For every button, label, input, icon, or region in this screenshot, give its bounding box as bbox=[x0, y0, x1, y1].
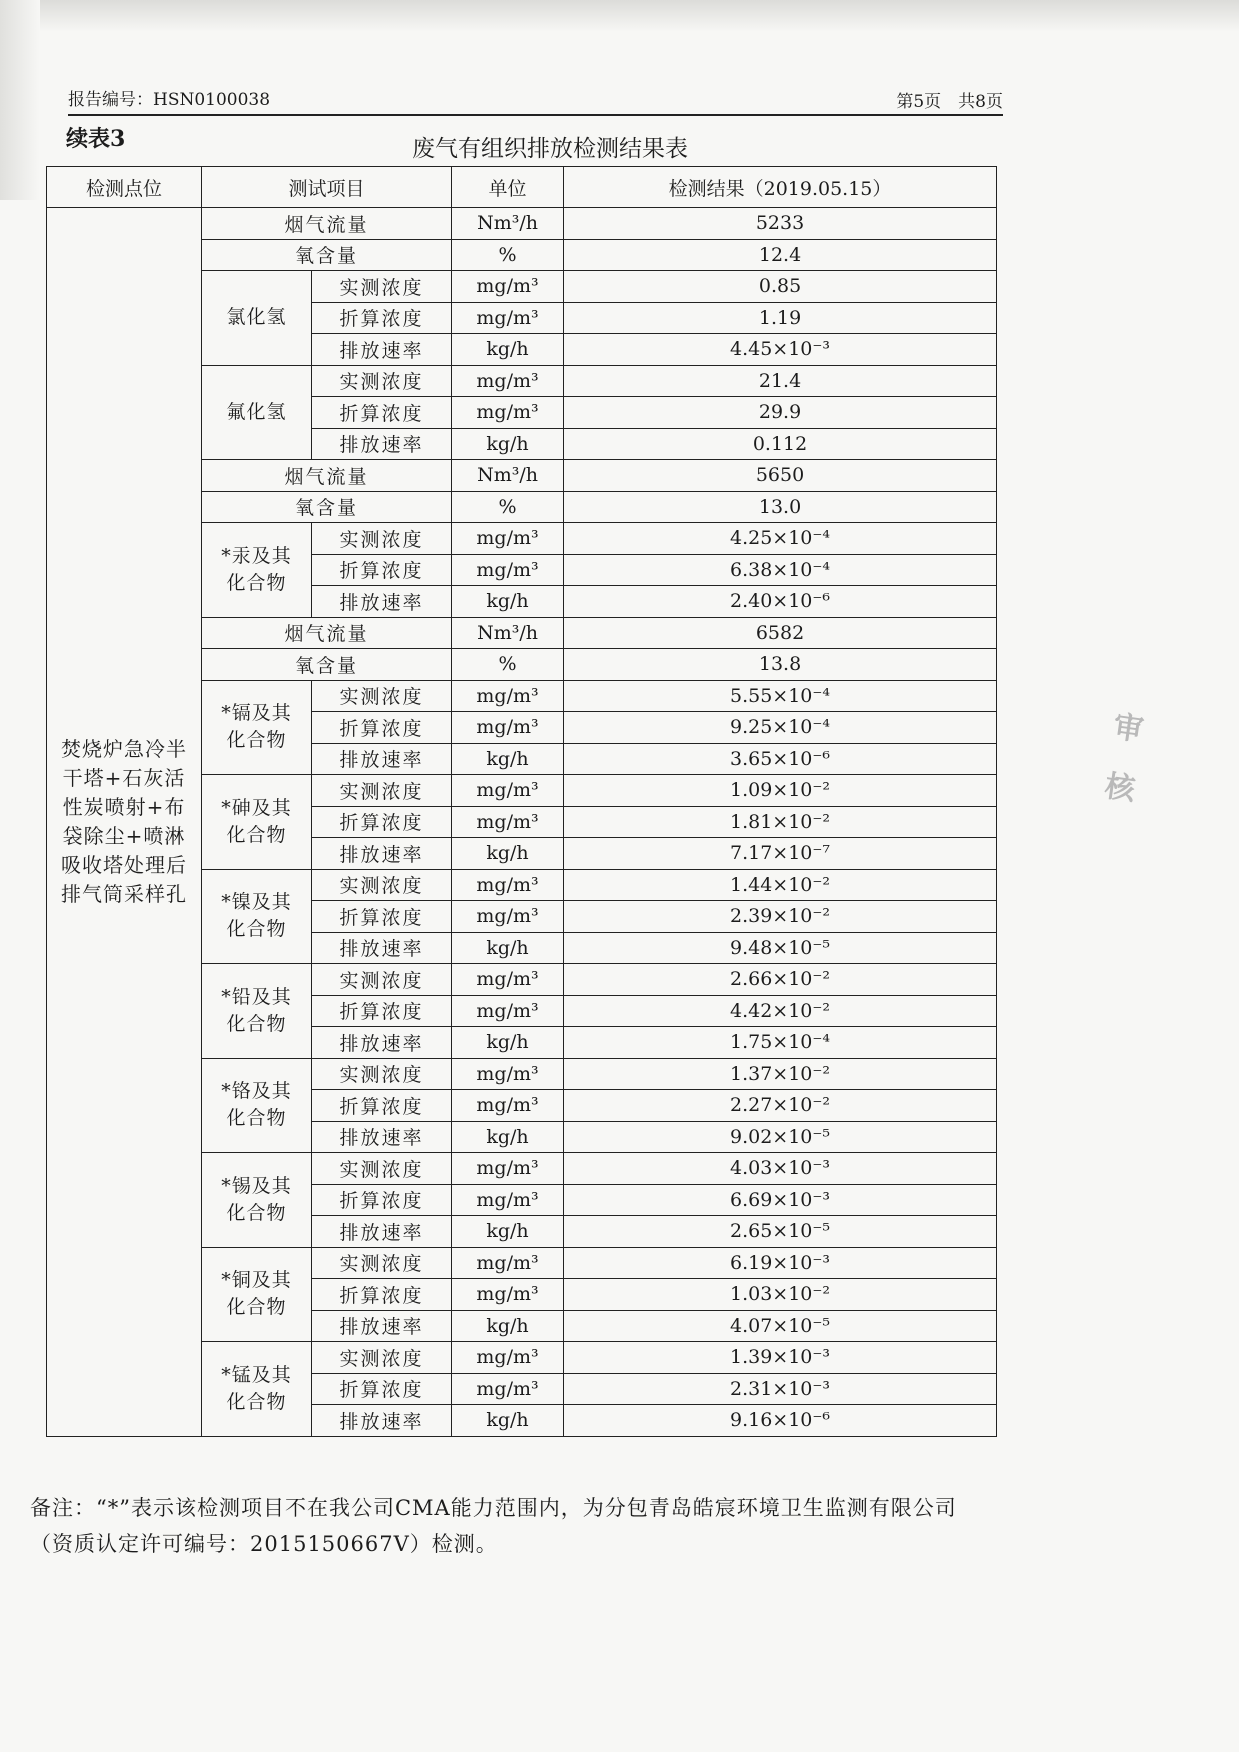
sub-item-cell: 排放速率 bbox=[312, 932, 452, 964]
stamp-mark: 审核 bbox=[1102, 709, 1146, 808]
result-cell: 2.40×10⁻⁶ bbox=[564, 586, 997, 618]
unit-cell: mg/m³ bbox=[452, 869, 564, 901]
sub-item-cell: 折算浓度 bbox=[312, 995, 452, 1027]
result-cell: 5233 bbox=[564, 208, 997, 240]
table-title: 废气有组织排放检测结果表 bbox=[412, 136, 688, 162]
unit-cell: Nm³/h bbox=[452, 460, 564, 492]
unit-cell: mg/m³ bbox=[452, 271, 564, 303]
sub-item-cell: 实测浓度 bbox=[312, 365, 452, 397]
pollutant-group-cell: *铬及其化合物 bbox=[202, 1058, 312, 1153]
unit-cell: mg/m³ bbox=[452, 365, 564, 397]
result-cell: 5.55×10⁻⁴ bbox=[564, 680, 997, 712]
sub-item-cell: 排放速率 bbox=[312, 1027, 452, 1059]
result-cell: 6.19×10⁻³ bbox=[564, 1247, 997, 1279]
result-cell: 6.69×10⁻³ bbox=[564, 1184, 997, 1216]
result-cell: 1.37×10⁻² bbox=[564, 1058, 997, 1090]
unit-cell: kg/h bbox=[452, 838, 564, 870]
result-cell: 4.03×10⁻³ bbox=[564, 1153, 997, 1185]
result-cell: 2.65×10⁻⁵ bbox=[564, 1216, 997, 1248]
result-cell: 4.45×10⁻³ bbox=[564, 334, 997, 366]
sub-item-cell: 折算浓度 bbox=[312, 712, 452, 744]
sub-item-cell: 排放速率 bbox=[312, 1121, 452, 1153]
result-cell: 4.42×10⁻² bbox=[564, 995, 997, 1027]
item-cell: 烟气流量 bbox=[202, 617, 452, 649]
unit-cell: mg/m³ bbox=[452, 775, 564, 807]
unit-cell: % bbox=[452, 239, 564, 271]
sub-item-cell: 实测浓度 bbox=[312, 271, 452, 303]
unit-cell: mg/m³ bbox=[452, 1373, 564, 1405]
result-cell: 6582 bbox=[564, 617, 997, 649]
sub-item-cell: 实测浓度 bbox=[312, 523, 452, 555]
report-number: 报告编号：HSN0100038 bbox=[68, 90, 271, 110]
result-cell: 9.02×10⁻⁵ bbox=[564, 1121, 997, 1153]
col-header-location: 检测点位 bbox=[47, 167, 202, 208]
result-cell: 0.112 bbox=[564, 428, 997, 460]
result-cell: 2.66×10⁻² bbox=[564, 964, 997, 996]
page-number: 第5页 共8页 bbox=[896, 92, 1003, 112]
result-cell: 3.65×10⁻⁶ bbox=[564, 743, 997, 775]
scan-edge-top bbox=[0, 0, 1239, 32]
unit-cell: kg/h bbox=[452, 334, 564, 366]
scan-edge-left bbox=[0, 0, 40, 200]
unit-cell: kg/h bbox=[452, 1121, 564, 1153]
unit-cell: mg/m³ bbox=[452, 1247, 564, 1279]
sub-item-cell: 排放速率 bbox=[312, 743, 452, 775]
sub-item-cell: 折算浓度 bbox=[312, 1373, 452, 1405]
table-header-row bbox=[47, 167, 997, 208]
result-cell: 1.39×10⁻³ bbox=[564, 1342, 997, 1374]
unit-cell: mg/m³ bbox=[452, 901, 564, 933]
sub-item-cell: 排放速率 bbox=[312, 1310, 452, 1342]
result-cell: 0.85 bbox=[564, 271, 997, 303]
unit-cell: % bbox=[452, 491, 564, 523]
result-cell: 1.44×10⁻² bbox=[564, 869, 997, 901]
pollutant-group-cell: 氯化氢 bbox=[202, 271, 312, 366]
pollutant-group-cell: *铅及其化合物 bbox=[202, 964, 312, 1059]
item-cell: 烟气流量 bbox=[202, 208, 452, 240]
table-body bbox=[47, 208, 997, 1437]
unit-cell: mg/m³ bbox=[452, 712, 564, 744]
result-cell: 6.38×10⁻⁴ bbox=[564, 554, 997, 586]
result-cell: 4.25×10⁻⁴ bbox=[564, 523, 997, 555]
result-cell: 2.31×10⁻³ bbox=[564, 1373, 997, 1405]
sub-item-cell: 折算浓度 bbox=[312, 554, 452, 586]
continue-table-label: 续表3 bbox=[66, 126, 126, 152]
sub-item-cell: 排放速率 bbox=[312, 586, 452, 618]
result-cell: 9.25×10⁻⁴ bbox=[564, 712, 997, 744]
sub-item-cell: 折算浓度 bbox=[312, 1184, 452, 1216]
item-cell: 氧含量 bbox=[202, 239, 452, 271]
result-cell: 9.16×10⁻⁶ bbox=[564, 1405, 997, 1437]
sub-item-cell: 实测浓度 bbox=[312, 964, 452, 996]
unit-cell: mg/m³ bbox=[452, 1342, 564, 1374]
result-cell: 2.27×10⁻² bbox=[564, 1090, 997, 1122]
sub-item-cell: 实测浓度 bbox=[312, 1058, 452, 1090]
page-header bbox=[68, 84, 1003, 116]
sub-item-cell: 折算浓度 bbox=[312, 302, 452, 334]
unit-cell: mg/m³ bbox=[452, 1184, 564, 1216]
result-cell: 13.0 bbox=[564, 491, 997, 523]
unit-cell: kg/h bbox=[452, 1405, 564, 1437]
unit-cell: Nm³/h bbox=[452, 208, 564, 240]
sub-item-cell: 排放速率 bbox=[312, 1216, 452, 1248]
unit-cell: kg/h bbox=[452, 743, 564, 775]
unit-cell: mg/m³ bbox=[452, 554, 564, 586]
unit-cell: mg/m³ bbox=[452, 1279, 564, 1311]
unit-cell: kg/h bbox=[452, 1216, 564, 1248]
sub-item-cell: 折算浓度 bbox=[312, 901, 452, 933]
sub-item-cell: 折算浓度 bbox=[312, 1090, 452, 1122]
unit-cell: % bbox=[452, 649, 564, 681]
unit-cell: mg/m³ bbox=[452, 680, 564, 712]
unit-cell: mg/m³ bbox=[452, 1090, 564, 1122]
item-cell: 烟气流量 bbox=[202, 460, 452, 492]
pollutant-group-cell: 氟化氢 bbox=[202, 365, 312, 460]
item-cell: 氧含量 bbox=[202, 649, 452, 681]
unit-cell: kg/h bbox=[452, 1310, 564, 1342]
unit-cell: mg/m³ bbox=[452, 964, 564, 996]
unit-cell: mg/m³ bbox=[452, 995, 564, 1027]
pollutant-group-cell: *汞及其化合物 bbox=[202, 523, 312, 618]
sub-item-cell: 排放速率 bbox=[312, 334, 452, 366]
pollutant-group-cell: *镍及其化合物 bbox=[202, 869, 312, 964]
pollutant-group-cell: *锡及其化合物 bbox=[202, 1153, 312, 1248]
sub-item-cell: 折算浓度 bbox=[312, 397, 452, 429]
unit-cell: kg/h bbox=[452, 932, 564, 964]
pollutant-group-cell: *锰及其化合物 bbox=[202, 1342, 312, 1437]
footnote: 备注：“*”表示该检测项目不在我公司CMA能力范围内，为分包青岛皓宸环境卫生监测有限公司（资质认定许可编号：2015150667V）检测。 bbox=[30, 1496, 957, 1556]
result-cell: 1.75×10⁻⁴ bbox=[564, 1027, 997, 1059]
result-cell: 21.4 bbox=[564, 365, 997, 397]
result-cell: 2.39×10⁻² bbox=[564, 901, 997, 933]
pollutant-group-cell: *镉及其化合物 bbox=[202, 680, 312, 775]
unit-cell: mg/m³ bbox=[452, 1153, 564, 1185]
sub-item-cell: 实测浓度 bbox=[312, 869, 452, 901]
unit-cell: kg/h bbox=[452, 1027, 564, 1059]
result-cell: 12.4 bbox=[564, 239, 997, 271]
unit-cell: kg/h bbox=[452, 586, 564, 618]
unit-cell: mg/m³ bbox=[452, 523, 564, 555]
unit-cell: mg/m³ bbox=[452, 397, 564, 429]
col-header-item: 测试项目 bbox=[202, 167, 452, 208]
item-cell: 氧含量 bbox=[202, 491, 452, 523]
unit-cell: kg/h bbox=[452, 428, 564, 460]
col-header-result: 检测结果（2019.05.15） bbox=[564, 167, 997, 208]
result-cell: 29.9 bbox=[564, 397, 997, 429]
unit-cell: mg/m³ bbox=[452, 1058, 564, 1090]
sub-item-cell: 实测浓度 bbox=[312, 1342, 452, 1374]
sub-item-cell: 实测浓度 bbox=[312, 1153, 452, 1185]
result-cell: 5650 bbox=[564, 460, 997, 492]
sub-item-cell: 实测浓度 bbox=[312, 680, 452, 712]
sub-item-cell: 实测浓度 bbox=[312, 775, 452, 807]
unit-cell: mg/m³ bbox=[452, 806, 564, 838]
location-cell: 焚烧炉急冷半干塔+石灰活性炭喷射+布袋除尘+喷淋吸收塔处理后排气筒采样孔 bbox=[47, 208, 202, 1437]
sub-item-cell: 折算浓度 bbox=[312, 806, 452, 838]
sub-item-cell: 实测浓度 bbox=[312, 1247, 452, 1279]
unit-cell: Nm³/h bbox=[452, 617, 564, 649]
table-row bbox=[47, 208, 997, 240]
result-cell: 1.81×10⁻² bbox=[564, 806, 997, 838]
result-cell: 13.8 bbox=[564, 649, 997, 681]
results-table bbox=[46, 166, 997, 1437]
result-cell: 1.19 bbox=[564, 302, 997, 334]
sub-item-cell: 排放速率 bbox=[312, 1405, 452, 1437]
sub-item-cell: 排放速率 bbox=[312, 428, 452, 460]
result-cell: 1.09×10⁻² bbox=[564, 775, 997, 807]
result-cell: 1.03×10⁻² bbox=[564, 1279, 997, 1311]
result-cell: 7.17×10⁻⁷ bbox=[564, 838, 997, 870]
results-table-wrapper bbox=[46, 166, 996, 1437]
sub-item-cell: 排放速率 bbox=[312, 838, 452, 870]
result-cell: 4.07×10⁻⁵ bbox=[564, 1310, 997, 1342]
unit-cell: mg/m³ bbox=[452, 302, 564, 334]
pollutant-group-cell: *砷及其化合物 bbox=[202, 775, 312, 870]
pollutant-group-cell: *铜及其化合物 bbox=[202, 1247, 312, 1342]
col-header-unit: 单位 bbox=[452, 167, 564, 208]
result-cell: 9.48×10⁻⁵ bbox=[564, 932, 997, 964]
sub-item-cell: 折算浓度 bbox=[312, 1279, 452, 1311]
